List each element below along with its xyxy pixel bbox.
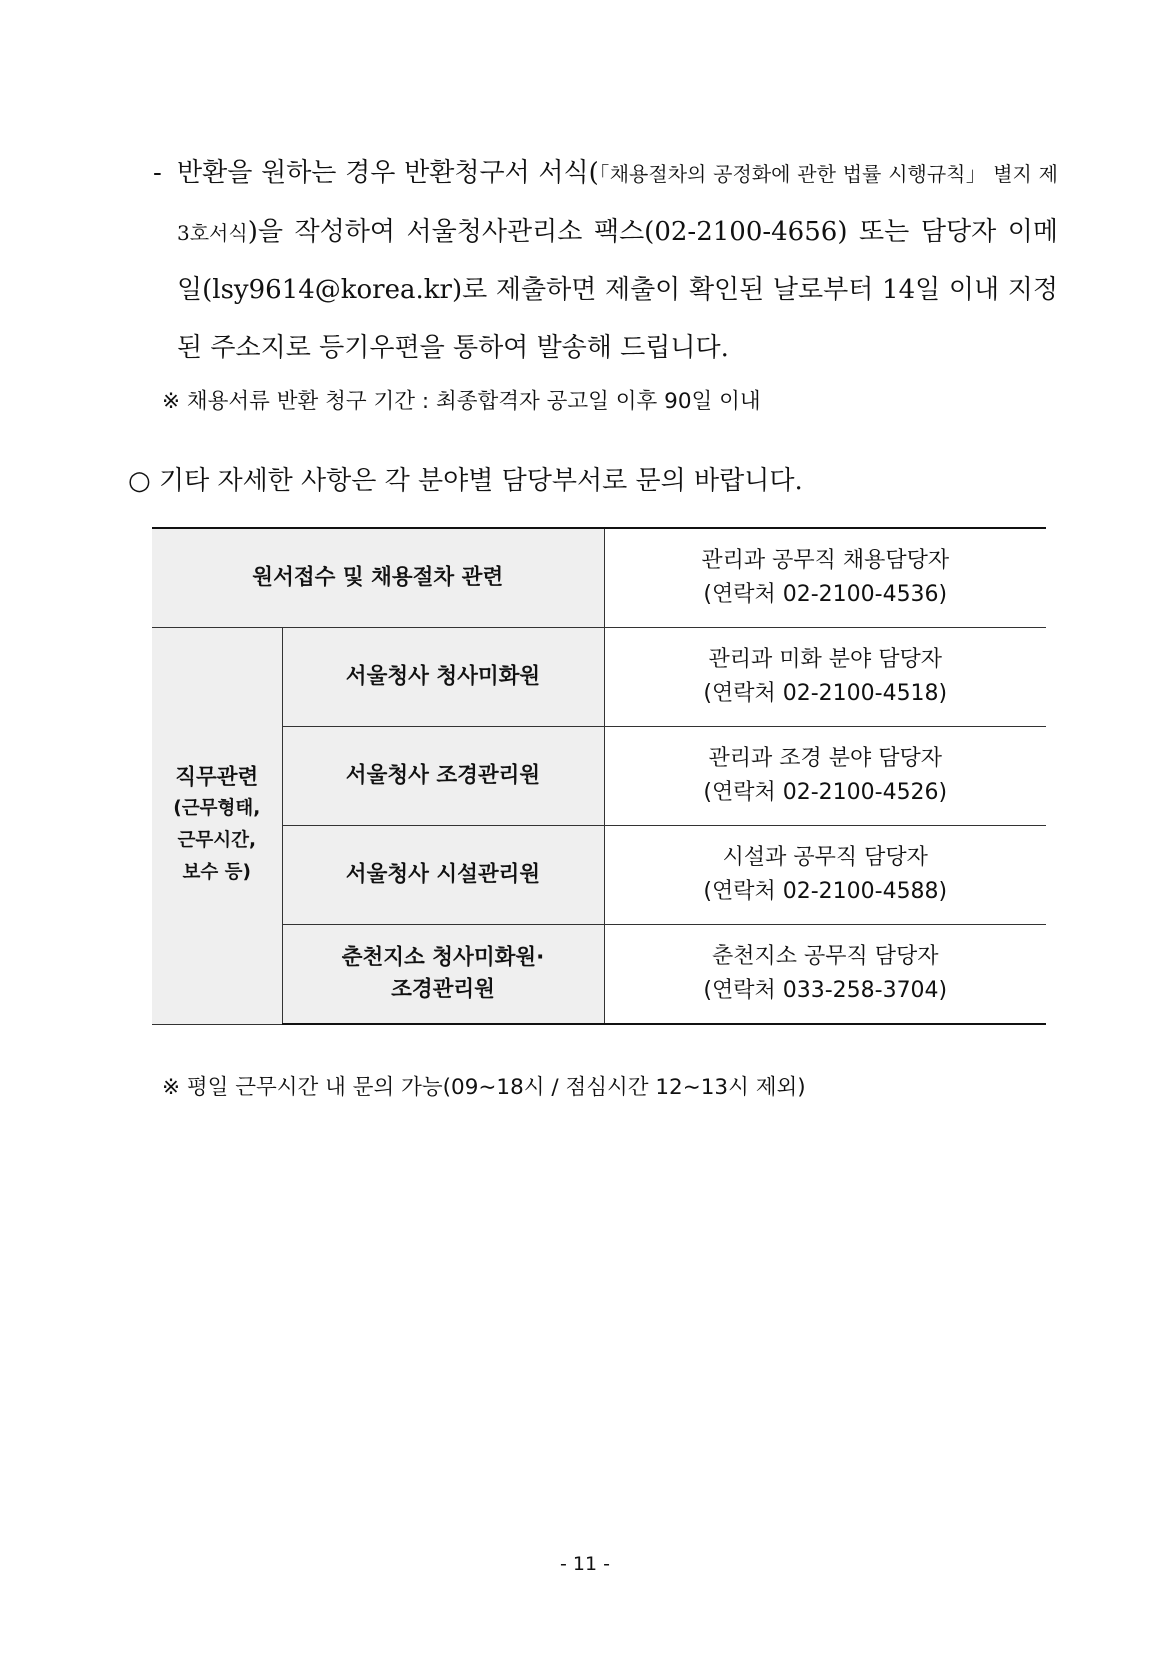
application-label-cell [152, 528, 604, 628]
table-row [152, 925, 1046, 1025]
contact-name: 춘천지소 공무직 담당자 [712, 944, 939, 969]
table-row [152, 628, 1046, 727]
page-number: - 11 - [560, 1553, 610, 1575]
return-procedure-paragraph [153, 145, 1058, 377]
contact-cell [604, 628, 1046, 727]
contact-cell [604, 727, 1046, 826]
form-reference: 「채용절차의 공정화에 관한 법률 시행규칙」 별지 제3호서식 [177, 162, 1058, 245]
position-cell [282, 826, 604, 925]
table-row [152, 528, 1046, 628]
contact-name: 관리과 공무직 채용담당자 [701, 548, 950, 573]
text-before: 반환을 원하는 경우 반환청구서 서식( [177, 158, 599, 188]
duty-label-main: 직무관련 [175, 764, 259, 790]
contact-phone: (연락처 033-258-3704) [703, 978, 948, 1003]
duty-label-sub: 근무시간, [177, 829, 256, 851]
contact-name: 관리과 조경 분야 담당자 [708, 746, 943, 771]
contact-table [152, 527, 1046, 1025]
return-period-note: ※ 채용서류 반환 청구 기간 : 최종합격자 공고일 이후 90일 이내 [162, 389, 761, 414]
application-contact-cell [604, 528, 1046, 628]
text-after: )을 작성하여 서울청사관리소 팩스(02-2100-4656) 또는 담당자 이메일(lsy9614@korea.kr)로 제출하면 제출이 확인된 날로부터 14일 이내 지정된 주소지로 등기우편을 통하여 발송해 드립니다. [177, 216, 1058, 363]
contact-phone: (연락처 02-2100-4518) [703, 681, 948, 706]
contact-name: 관리과 미화 분야 담당자 [708, 647, 943, 672]
position-name: 서울청사 조경관리원 [345, 763, 541, 788]
position-cell [282, 727, 604, 826]
table-row [152, 826, 1046, 925]
list-dash: - [153, 158, 162, 188]
return-procedure-text [177, 145, 1058, 377]
position-name-line2: 조경관리원 [391, 977, 495, 1002]
contact-phone: (연락처 02-2100-4536) [703, 582, 948, 607]
contact-phone: (연락처 02-2100-4588) [703, 879, 948, 904]
contact-cell [604, 925, 1046, 1025]
inquiry-line: ○ 기타 자세한 사항은 각 분야별 담당부서로 문의 바랍니다. [128, 466, 803, 496]
application-label: 원서접수 및 채용절차 관련 [252, 565, 504, 590]
contact-name: 시설과 공무직 담당자 [722, 845, 928, 870]
position-name: 서울청사 시설관리원 [345, 862, 541, 887]
duty-label-cell [152, 628, 282, 1025]
position-name-line1: 춘천지소 청사미화원· [341, 945, 545, 970]
position-cell [282, 628, 604, 727]
duty-label-sub: (근무형태, [173, 797, 261, 819]
duty-label-sub: 보수 등) [182, 861, 251, 883]
hours-note: ※ 평일 근무시간 내 문의 가능(09∼18시 / 점심시간 12∼13시 제외) [162, 1075, 806, 1100]
position-name: 서울청사 청사미화원 [345, 664, 541, 689]
contact-cell [604, 826, 1046, 925]
contact-phone: (연락처 02-2100-4526) [703, 780, 948, 805]
table-row [152, 727, 1046, 826]
position-cell [282, 925, 604, 1025]
